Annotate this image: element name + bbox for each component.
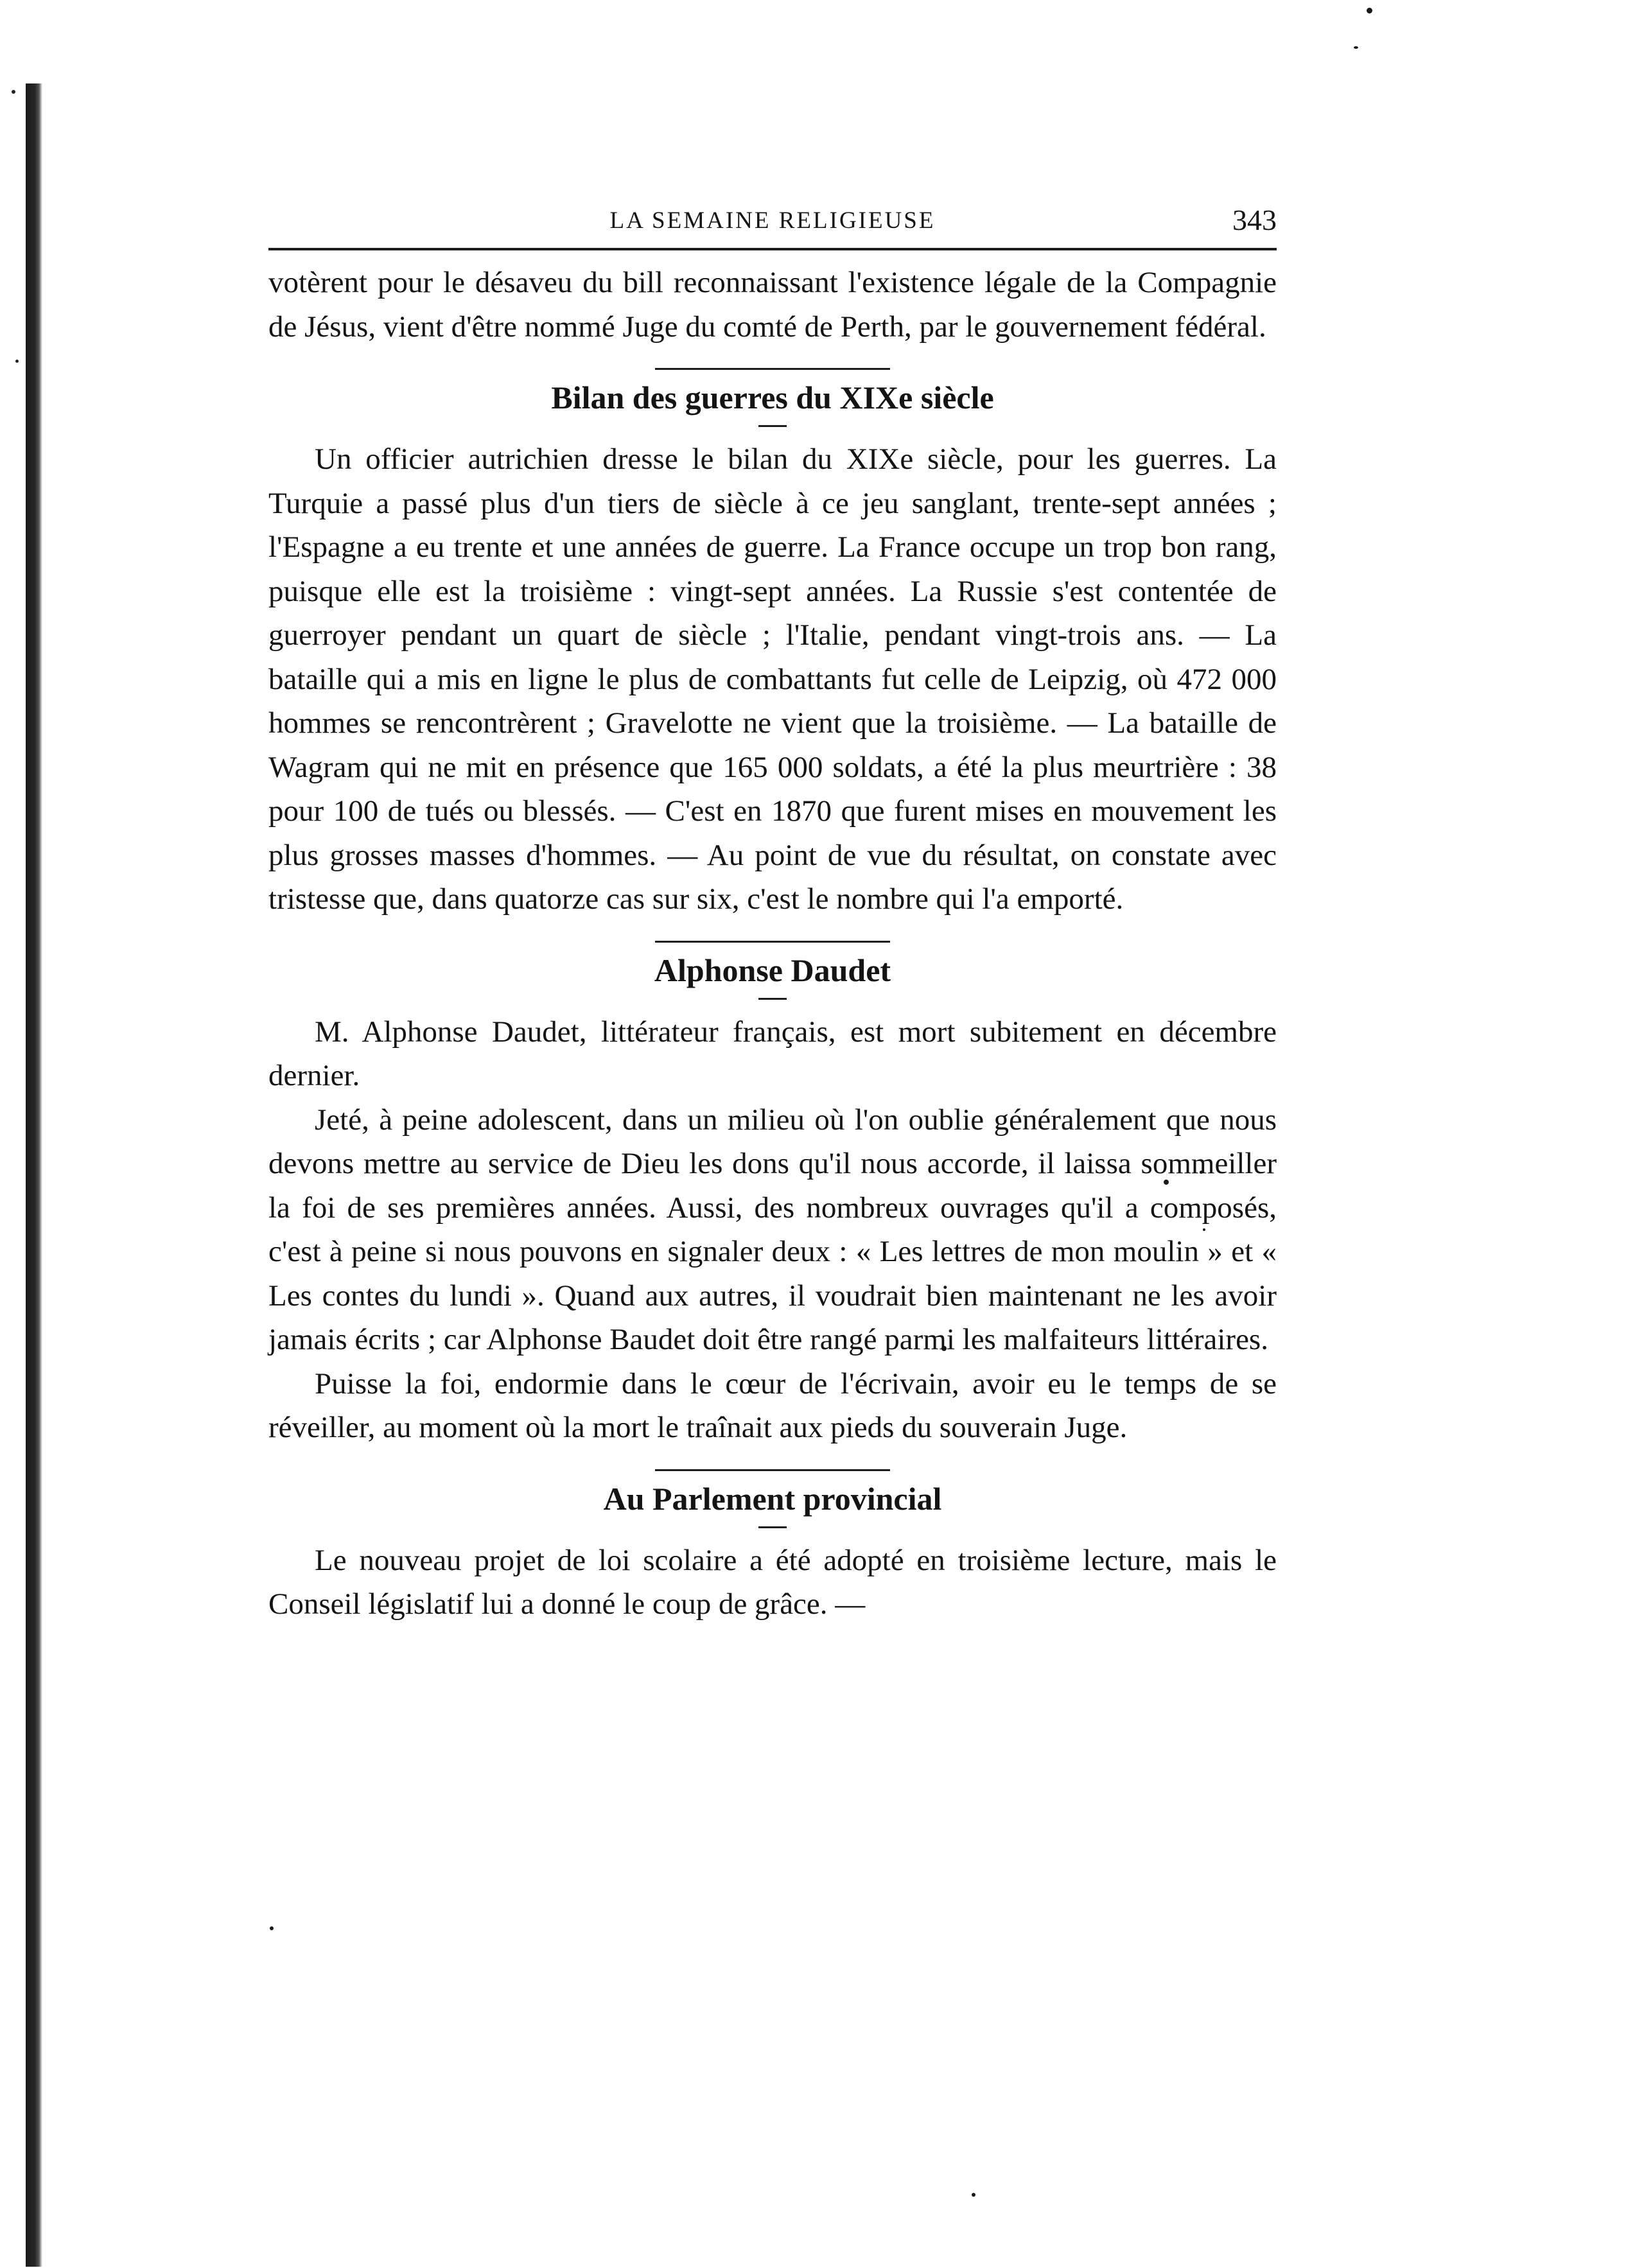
header-rule — [268, 248, 1277, 250]
section-paragraph: Un officier autrichien dresse le bilan du XIXe siècle, pour les guerres. La Turquie a passé plus d'un tiers de siècle à ce jeu sanglant, trente-sept années ; l'Espagne a eu trente et une années de guerre. La France occupe un trop bon rang, puisque elle est la troisième : vingt-sept années. La Russie s'est contentée de guerroyer pendant un quart de siècle ; l'Italie, pendant vingt-trois ans. — La bataille qui a mis en ligne le plus de combattants fut celle de Leipzig, où 472 000 hommes se rencontrèrent ; Gravelotte ne vient que la troisième. — La bataille de Wagram qui ne mit en présence que 165 000 soldats, a été la plus meurtrière : 38 pour 100 de tués ou blessés. — C'est en 1870 que furent mises en mouvement les plus grosses masses d'hommes. — Au point de vue du résultat, on constate avec tristesse que, dans quatorze cas sur six, c'est le nombre qui l'a emporté. — [268, 442, 1277, 916]
binding-shadow — [26, 83, 42, 2267]
ink-speck — [1367, 8, 1372, 13]
binding-speck — [15, 360, 19, 363]
intro-paragraph: votèrent pour le désaveu du bill reconnaissant l'existence légale de la Compagnie de Jésus, vient d'être nommé Juge du comté de Perth, par le gouvernement fédéral. — [268, 266, 1277, 344]
running-title: LA SEMAINE RELIGIEUSE — [609, 207, 936, 234]
document-page — [268, 193, 1277, 1627]
section-paragraph: M. Alphonse Daudet, littérateur français, est mort subitement en décembre dernier. — [268, 1015, 1277, 1092]
section-paragraph: Le nouveau projet de loi scolaire a été adopté en troisième lecture, mais le Conseil législatif lui a donné le coup de grâce. — — [268, 1543, 1277, 1621]
section-title-bilan: Bilan des guerres du XIXe siècle — [551, 379, 994, 415]
page-number: 343 — [1232, 204, 1277, 236]
ink-speck — [972, 2193, 975, 2197]
ink-speck — [270, 1926, 274, 1930]
section-title-parlement: Au Parlement provincial — [603, 1480, 942, 1517]
section-paragraph: Puisse la foi, endormie dans le cœur de l'écrivain, avoir eu le temps de se réveiller, au moment où la mort le traînait aux pieds du souverain Juge. — [268, 1366, 1277, 1444]
section-separator — [655, 368, 890, 370]
section-title-daudet: Alphonse Daudet — [654, 952, 891, 988]
section-separator — [655, 941, 890, 943]
title-dash — [758, 998, 787, 1000]
title-dash — [758, 1526, 787, 1528]
page-header — [268, 193, 1277, 248]
title-dash — [758, 425, 787, 427]
binding-speck — [12, 90, 15, 94]
section-separator — [655, 1469, 890, 1471]
ink-speck — [1354, 46, 1358, 49]
section-paragraph: Jeté, à peine adolescent, dans un milieu où l'on oublie généralement que nous devons mettre au service de Dieu les dons qu'il nous accorde, il laissa sommeiller la foi de ses premières années. Aussi, des nombreux ouvrages qu'il a composés, c'est à peine si nous pouvons en signaler deux : « Les lettres de mon moulin » et « Les contes du lundi ». Quand aux autres, il voudrait bien maintenant ne les avoir jamais écrits ; car Alphonse Baudet doit être rangé parmi les malfaiteurs littéraires. — [268, 1103, 1277, 1356]
